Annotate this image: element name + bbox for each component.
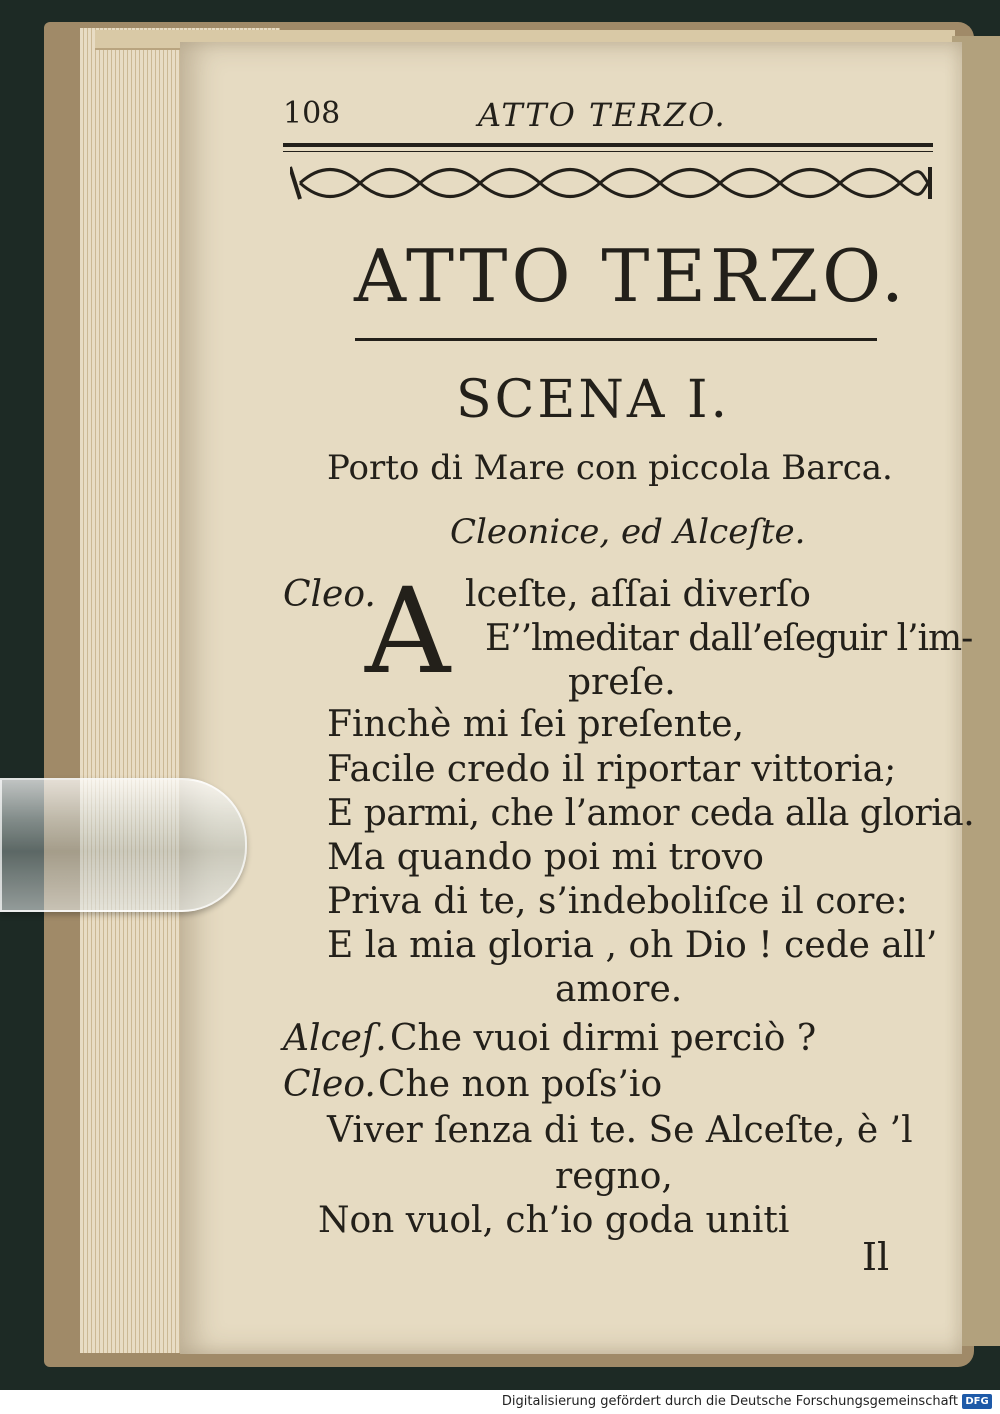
verse-line: Viver ſenza di te. Se Alceſte, è ’l [327, 1110, 913, 1151]
act-rule [355, 338, 877, 341]
running-title: ATTO TERZO. [478, 96, 727, 134]
header-rule [283, 143, 933, 147]
dfg-logo: DFG [962, 1394, 992, 1409]
verse-line: lceſte, aſſai diverſo [465, 574, 811, 615]
digitization-footer [0, 1390, 1000, 1414]
scene-title: SCENA I. [456, 370, 731, 430]
speaker-label: Cleo. [283, 574, 376, 615]
verse-line: Ma quando poi mi trovo [327, 837, 764, 878]
glass-page-weight [0, 778, 247, 912]
verse-line: Che vuoi dirmi perciò ? [390, 1018, 817, 1059]
verse-line: Non vuol, ch’io goda uniti [318, 1200, 790, 1241]
verse-line: Finchè mi ſei preſente, [327, 704, 745, 745]
speaker-label: Cleo. [283, 1064, 376, 1105]
verse-line: regno, [555, 1156, 673, 1197]
header-rule-thin [283, 151, 933, 152]
scene-characters: Cleonice, ed Alceſte. [450, 512, 806, 552]
speaker-label: Alceſ. [283, 1018, 387, 1059]
funding-credit: Digitalisierung gefördert durch die Deutsche Forschungsgemeinschaft [501, 1394, 958, 1409]
act-title: ATTO TERZO. [354, 234, 908, 318]
scene-setting: Porto di Mare con piccola Barca. [327, 448, 893, 488]
verse-line: Facile credo il riportar vittoria; [327, 749, 897, 790]
decorative-border-ornament [290, 163, 935, 203]
page-number: 108 [283, 96, 341, 131]
drop-cap: A [365, 562, 451, 700]
verse-line: E parmi, che l’amor ceda alla gloria. [327, 793, 975, 834]
verse-line: E la mia gloria , oh Dio ! cede all’ [327, 925, 938, 966]
verse-line: E’’lmeditar dall’eſeguir l’im- [485, 618, 973, 659]
verse-line: Che non poſs’io [378, 1064, 663, 1105]
verse-line: amore. [555, 969, 683, 1010]
verse-line: Priva di te, s’indeboliſce il core: [327, 881, 908, 922]
verse-line: preſe. [568, 662, 676, 703]
catchword: Il [862, 1235, 890, 1279]
